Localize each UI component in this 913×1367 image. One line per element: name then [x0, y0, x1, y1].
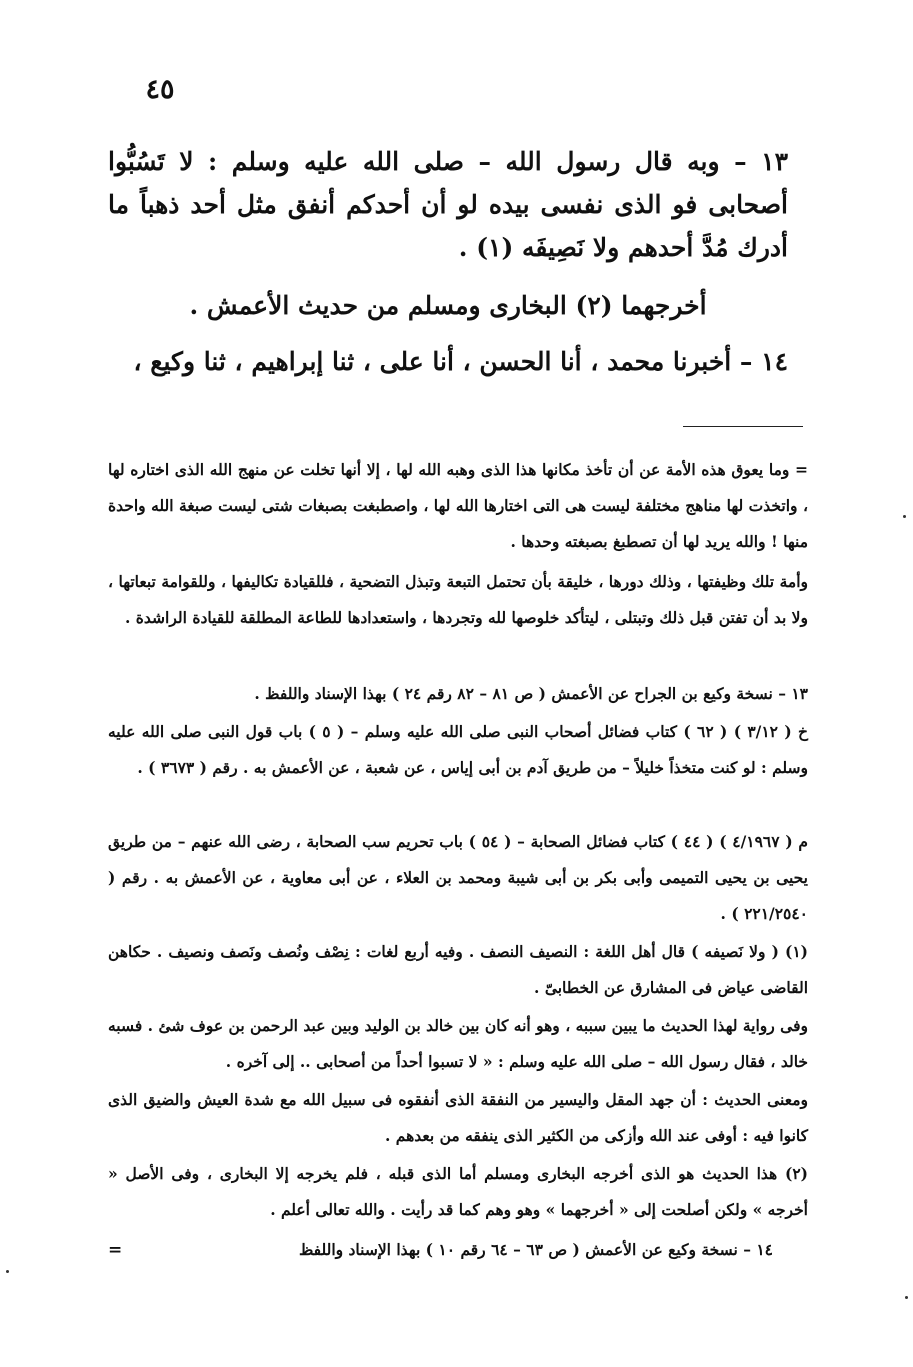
- footnote-1-meaning: ومعنى الحديث : أن جهد المقل واليسير من النفقة الذى أنفقوه فى سبيل الله مع شدة العيش والضيق الذى كانوا فيه : أوفى عند الله وأزكى من الكثير الذى ينفقه من بعدهم .: [108, 1090, 808, 1145]
- hadith-14-isnad: ١٤ – أخبرنا محمد ، أنا الحسن ، أنا على ، ثنا إبراهيم ، ثنا وكيع ،: [133, 347, 788, 376]
- takhrij-line: أخرجهما (٢) البخارى ومسلم من حديث الأعمش .: [189, 291, 707, 320]
- footnote-source-14: ١٤ – نسخة وكيع عن الأعمش ( ص ٦٣ – ٦٤ رقم ١٠ ) بهذا الإسناد واللفظ: [298, 1240, 773, 1259]
- hadith-13: ١٣ – وبه قال رسول الله – صلى الله عليه وسلم : لا تَسُبُّوا أصحابى فو الذى نفسى بيده لو أن أحدكم أنفق مثل أحد ذهباً ما أدرك مُدَّ أحدهم ولا نَصِيفَه (١) .: [108, 147, 788, 262]
- footnote-1-narration: وفى رواية لهذا الحديث ما يبين سببه ، وهو أنه كان بين خالد بن الوليد وبين عبد الرحمن بن عوف شئ . فسبه خالد ، فقال رسول الله – صلى الله عليه وسلم : « لا تسبوا أحداً من أصحابى .. إلى آخره .: [108, 1016, 808, 1071]
- footnote-1: (١) ( ولا نَصيفه ) قال أهل اللغة : النصيف النصف . وفيه أربع لغات : نِصْف ونُصف ونَصف ونصيف . حكاهن القاضى عياض فى المشارق عن الخطابىّ .: [108, 942, 808, 997]
- scan-speck: [6, 1270, 9, 1273]
- footnote-bukhari-ref: خ ( ٣/١٢ ) ( ٦٢ ) كتاب فضائل أصحاب النبى صلى الله عليه وسلم – ( ٥ ) باب قول النبى صلى الله عليه وسلم : لو كنت متخذاً خليلاً – من طريق آدم بن أبى إياس ، عن شعبة ، عن الأعمش به . رقم ( ٣٦٧٣ ) .: [108, 722, 808, 777]
- footnote-muslim-ref: م ( ٤/١٩٦٧ ) ( ٤٤ ) كتاب فضائل الصحابة – ( ٥٤ ) باب تحريم سب الصحابة ، رضى الله عنهم – من طريق يحيى بن يحيى التميمى وأبى بكر بن أبى شيبة ومحمد بن العلاء ، عن أبى معاوية ، عن الأعمش به . رقم ( ٢٢١/٢٥٤٠ ) .: [108, 832, 808, 923]
- footnote-source-13: ١٣ – نسخة وكيع بن الجراح عن الأعمش ( ص ٨١ – ٨٢ رقم ٢٤ ) بهذا الإسناد واللفظ .: [254, 684, 808, 703]
- footnote-2: (٢) هذا الحديث هو الذى أخرجه البخارى ومسلم أما الذى قبله ، فلم يخرجه إلا البخارى ، وفى الأصل « أخرجه » ولكن أصلحت إلى « أخرجهما » وهو وهم كما قد رأيت . والله تعالى أعلم .: [108, 1164, 808, 1219]
- scan-speck: [903, 515, 906, 518]
- footnote-continuation-2: وأمة تلك وظيفتها ، وذلك دورها ، خليقة بأن تحتمل التبعة وتبذل التضحية ، فللقيادة تكاليفها ، وللقوامة تبعاتها ، ولا بد أن تفتن قبل ذلك وتبتلى ، ليتأكد خلوصها لله وتجردها ، واستعدادها للطاعة المطلقة للقيادة الراشدة .: [108, 572, 808, 627]
- continuation-mark: =: [108, 1240, 123, 1260]
- scan-speck: [905, 1296, 908, 1299]
- page-number: ٤٥: [145, 74, 175, 105]
- footnote-continuation-1: = وما يعوق هذه الأمة عن أن تأخذ مكانها هذا الذى وهبه الله لها ، إلا أنها تخلت عن منهج الله الذى اختاره لها ، واتخذت لها مناهج مختلفة ليست هى التى اختارها الله لها ، واصطبغت بصبغات شتى ليست صبغة الله واحدة منها ! والله يريد لها أن تصطبغ بصبغته وحدها .: [108, 460, 808, 551]
- footnote-separator: [683, 426, 803, 427]
